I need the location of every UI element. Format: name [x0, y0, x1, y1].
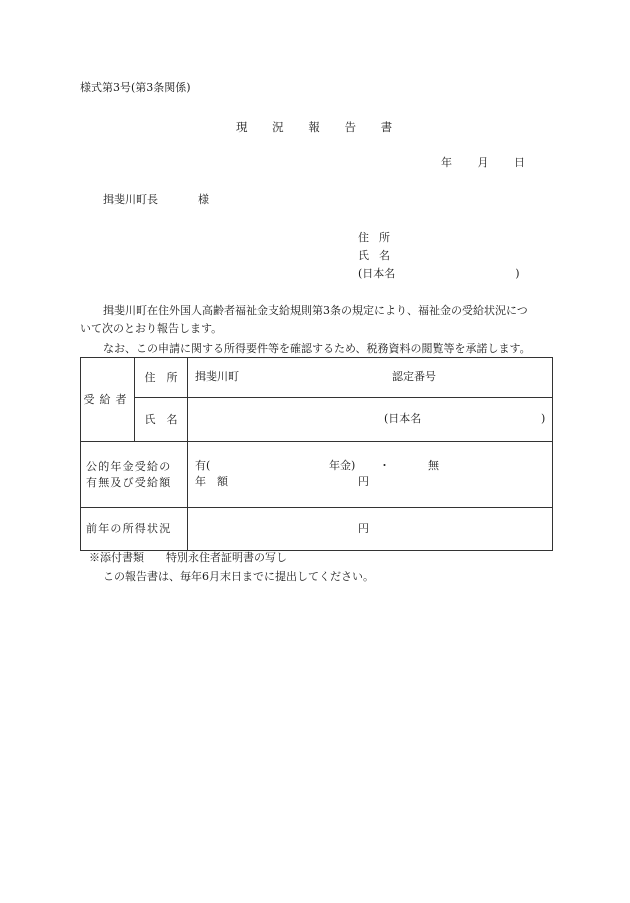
address-label-char: 所 — [379, 231, 390, 244]
recipient-label-cell — [81, 358, 135, 442]
address-label-char: 住 — [358, 231, 369, 244]
name-label-cell — [135, 398, 188, 442]
table-row — [81, 398, 553, 442]
deadline-note: この報告書は、毎年6月末日までに提出してください。 — [103, 570, 374, 583]
table-japanese-name-close: ) — [541, 412, 546, 425]
pension-no: 無 — [428, 459, 439, 472]
addressee-name: 揖斐川町長 — [103, 193, 158, 206]
annual-amount-label: 年 額 — [195, 475, 228, 488]
name-value-cell[interactable] — [188, 398, 553, 442]
addressee — [103, 193, 209, 207]
cert-number-label: 認定番号 — [392, 370, 436, 383]
pension-yes-close: 年金) — [329, 459, 356, 472]
applicant-name-label — [358, 249, 390, 263]
income-label: 前年の所得状況 — [86, 522, 172, 535]
recipient-label: 受給者 — [83, 392, 132, 406]
applicant-address-label — [358, 231, 390, 245]
title-char: 報 — [308, 120, 320, 134]
form-number: 様式第3号(第3条関係) — [80, 81, 191, 94]
body-paragraph-2: なお、この申請に関する所得要件等を確認するため、税務資料の閲覧等を承諾します。 — [103, 342, 531, 355]
pension-value-cell[interactable] — [188, 442, 553, 508]
address-value-cell[interactable] — [188, 358, 553, 398]
body-paragraph-1-line-2: いて次のとおり報告します。 — [80, 322, 223, 335]
address-value: 揖斐川町 — [195, 370, 239, 383]
table-japanese-name-open: (日本名 — [384, 412, 422, 425]
table-row — [81, 508, 553, 551]
date-line — [441, 156, 525, 170]
table-row — [81, 358, 553, 398]
pension-label-line2: 有無及び受給額 — [86, 475, 172, 489]
title-char: 告 — [344, 120, 356, 134]
address-label: 住 所 — [144, 370, 178, 384]
pension-dot: ・ — [379, 459, 390, 472]
title-char: 現 — [236, 120, 248, 134]
income-label-cell — [81, 508, 188, 551]
date-day: 日 — [514, 156, 525, 169]
pension-yes-open: 有( — [195, 459, 211, 472]
body-paragraph-1-line-1: 揖斐川町在住外国人高齢者福祉金支給規則第3条の規定により、福祉金の受給状況につ — [103, 304, 528, 317]
title-char: 況 — [272, 120, 284, 134]
name-label-char: 氏 — [358, 249, 369, 262]
document-title — [236, 120, 392, 134]
date-month: 月 — [477, 156, 489, 169]
report-table — [80, 357, 553, 551]
income-value-cell[interactable] — [188, 508, 553, 551]
annual-amount-yen: 円 — [358, 475, 369, 488]
address-label-cell — [135, 358, 188, 398]
japanese-name-open: (日本名 — [358, 267, 396, 280]
title-char: 書 — [380, 120, 393, 134]
attachment-value: 特別永住者証明書の写し — [166, 551, 287, 564]
table-row — [81, 442, 553, 508]
date-year: 年 — [441, 156, 452, 169]
attachment-note — [89, 551, 287, 565]
applicant-japanese-name — [358, 267, 520, 281]
pension-label-line1: 公的年金受給の — [86, 459, 172, 473]
income-yen: 円 — [358, 522, 369, 535]
attachment-label: ※添付書類 — [89, 551, 144, 564]
pension-label-cell — [81, 442, 188, 508]
addressee-suffix: 様 — [198, 193, 209, 206]
japanese-name-close: ) — [515, 267, 520, 280]
name-label-char: 名 — [379, 249, 390, 262]
name-label: 氏 名 — [144, 412, 178, 426]
